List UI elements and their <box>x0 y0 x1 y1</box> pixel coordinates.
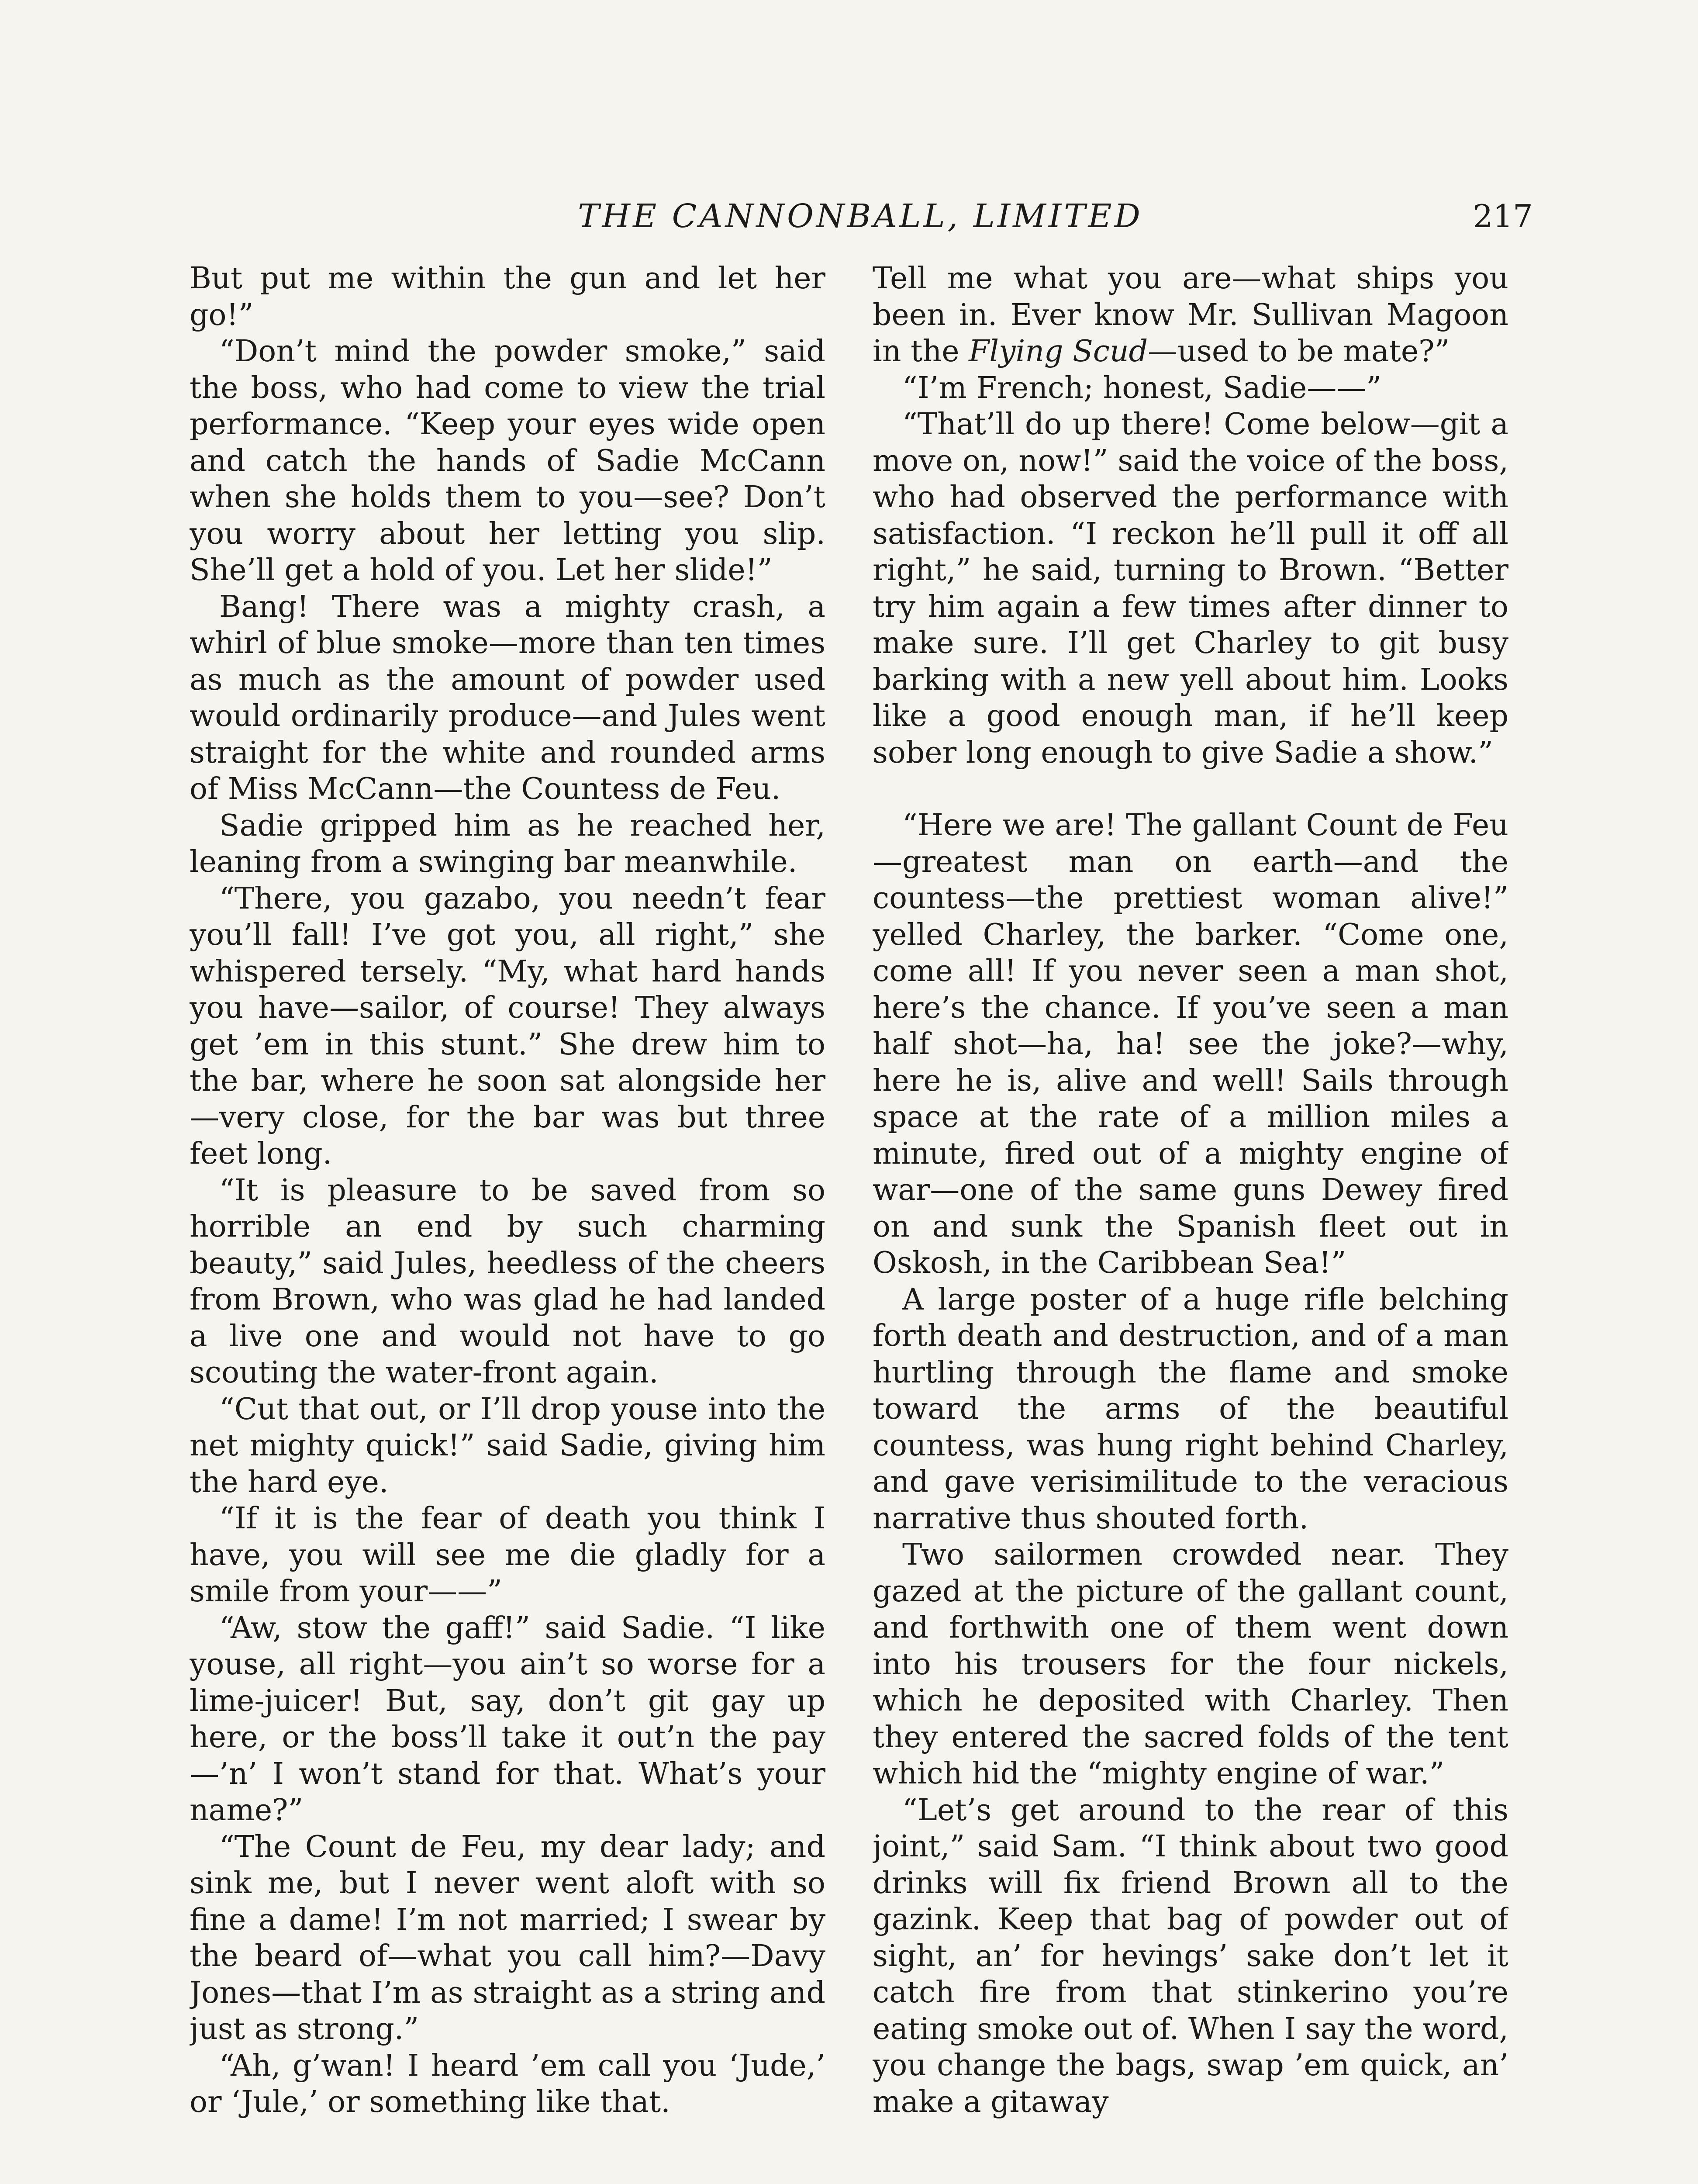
page-header <box>188 192 1533 240</box>
paragraph: “Here we are! The gallant Count de Feu—greatest man on earth—and the countess—the prettiest woman alive!” yelled Charley, the barker. “Come one, come all! If you never seen a man shot, here’s the chance. If you’ve seen a man half shot—ha, ha! see the joke?—why, here he is, alive and well! Sails through space at the rate of a million miles a minute, fired out of a mighty engine of war—one of the same guns Dewey fired on and sunk the Spanish fleet out in Oskosh, in the Caribbean Sea!” <box>873 808 1508 1280</box>
page-number: 217 <box>1473 198 1533 235</box>
paragraph: A large poster of a huge rifle belching forth death and destruction, and of a man hurtling through the flame and smoke toward the arms of the beautiful countess, was hung right behind Charley, and gave verisimilitude to the veracious narrative thus shouted forth. <box>873 1282 1508 1536</box>
paragraph: Two sailormen crowded near. They gazed at the picture of the gallant count, and forthwith one of them went down into his trousers for the four nickels, which he deposited with Charley. Then they entered the sacred folds of the tent which hid the “mighty engine of war.” <box>873 1538 1508 1791</box>
paragraph: Bang! There was a mighty crash, a whirl of blue smoke—more than ten times as much as the amount of powder used would ordinarily produce—and Jules went straight for the white and rounded arms of Miss McCann—the Countess de Feu. <box>190 589 825 806</box>
paragraph: “Don’t mind the powder smoke,” said the boss, who had come to view the trial performance. “Keep your eyes wide open and catch the hands of Sadie McCann when she holds them to you—see? Don’t you worry about her letting you slip. She’ll get a hold of you. Let her slide!” <box>190 334 825 587</box>
ship-name: Flying Scud <box>969 334 1148 369</box>
paragraph: “Ah, g’wan! I heard ’em call you ‘Jude,’ or ‘Jule,’ or something like that. <box>190 2048 825 2119</box>
paragraph-text: —used to be mate?” <box>1148 334 1450 369</box>
paragraph-text: Tell me what you are—what ships you been in. Ever know Mr. Sullivan Magoon in the <box>873 261 1508 369</box>
paragraph: “It is pleasure to be saved from so horrible an end by such charming beauty,” said Jules, heedless of the cheers from Brown, who was glad he had landed a live one and would not have to go scouting the water-front again. <box>190 1173 825 1390</box>
paragraph: “That’ll do up there! Come below—git a move on, now!” said the voice of the boss, who had observed the performance with satisfaction. “I reckon he’ll pull it off all right,” he said, turning to Brown. “Better try him again a few times after dinner to make sure. I’ll get Charley to git busy barking with a new yell about him. Looks like a good enough man, if he’ll keep sober long enough to give Sadie a show.” <box>873 407 1508 770</box>
left-column <box>190 260 825 2184</box>
paragraph <box>873 260 1508 370</box>
paragraph: But put me within the gun and let her go!” <box>190 261 825 332</box>
paragraph: “Aw, stow the gaff!” said Sadie. “I like youse, all right—you ain’t so worse for a lime-juicer! But, say, don’t git gay up here, or the boss’ll take it out’n the pay—’n’ I won’t stand for that. What’s your name?” <box>190 1610 825 1828</box>
paragraph: “If it is the fear of death you think I have, you will see me die gladly for a smile from your——” <box>190 1501 825 1609</box>
paragraph: “The Count de Feu, my dear lady; and sink me, but I never went aloft with so fine a dame! I’m not married; I swear by the beard of—what you call him?—Davy Jones—that I’m as straight as a string and just as strong.” <box>190 1829 825 2046</box>
running-title: THE CANNONBALL, LIMITED <box>578 197 1143 235</box>
paragraph: “I’m French; honest, Sadie——” <box>902 370 1382 405</box>
paragraph: “Cut that out, or I’ll drop youse into the net mighty quick!” said Sadie, giving him the hard eye. <box>190 1392 825 1500</box>
paragraph: “Let’s get around to the rear of this joint,” said Sam. “I think about two good drinks will fix friend Brown all to the gazink. Keep that bag of powder out of sight, an’ for hevings’ sake don’t let it catch fire from that stinkerino you’re eating smoke out of. When I say the word, you change the bags, swap ’em quick, an’ make a gitaway <box>873 1793 1508 2119</box>
paragraph: Sadie gripped him as he reached her, leaning from a swinging bar meanwhile. <box>190 808 825 879</box>
right-column <box>873 260 1508 2184</box>
paragraph: “There, you gazabo, you needn’t fear you’ll fall! I’ve got you, all right,” she whispered tersely. “My, what hard hands you have—sailor, of course! They always get ’em in this stunt.” She drew him to the bar, where he soon sat alongside her—very close, for the bar was but three feet long. <box>190 881 825 1171</box>
